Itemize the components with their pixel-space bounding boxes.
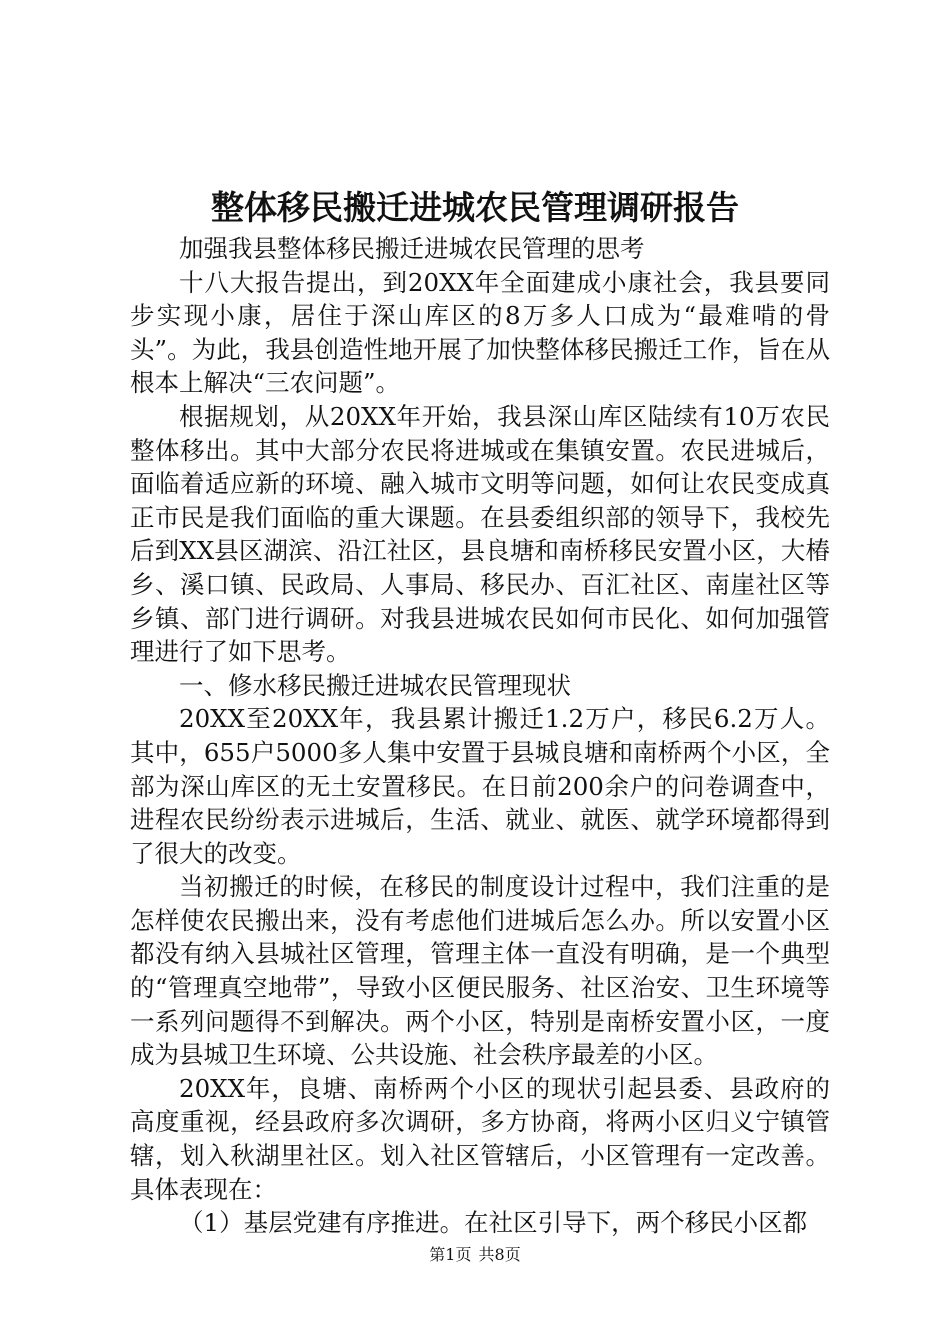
page-total: 共8页	[478, 1245, 521, 1264]
page-number: 第1页	[429, 1245, 472, 1264]
body-paragraph: 20XX年，良塘、南桥两个小区的现状引起县委、县政府的高度重视，经县政府多次调研，多方协商，将两小区归义宁镇管辖，划入秋湖里社区。划入社区管辖后，小区管理有一定改善。具体表现在：	[130, 1073, 830, 1204]
body-paragraph: 十八大报告提出，到20XX年全面建成小康社会，我县要同步实现小康，居住于深山库区的8万多人口成为“最难啃的骨头”。为此，我县创造性地开展了加快整体移民搬迁工作，旨在从根本上解决“三农问题”。	[130, 267, 830, 398]
body-paragraph: 根据规划，从20XX年开始，我县深山库区陆续有10万农民整体移出。其中大部分农民将进城或在集镇安置。农民进城后，面临着适应新的环境、融入城市文明等问题，如何让农民变成真正市民是我们面临的重大课题。在县委组织部的领导下，我校先后到XX县区湖滨、沿江社区，县良塘和南桥移民安置小区，大椿乡、溪口镇、民政局、人事局、移民办、百汇社区、南崖社区等乡镇、部门进行调研。对我县进城农民如何市民化、如何加强管理进行了如下思考。	[130, 401, 830, 667]
body-paragraph: 当初搬迁的时候，在移民的制度设计过程中，我们注重的是怎样使农民搬出来，没有考虑他们进城后怎么办。所以安置小区都没有纳入县城社区管理，管理主体一直没有明确，是一个典型的“管理真空地带”，导致小区便民服务、社区治安、卫生环境等一系列问题得不到解决。两个小区，特别是南桥安置小区，一度成为县城卫生环境、公共设施、社会秩序最差的小区。	[130, 872, 830, 1070]
body-paragraph: 20XX至20XX年，我县累计搬迁1.2万户，移民6.2万人。其中，655户5000多人集中安置于县城良塘和南桥两个小区，全部为深山库区的无土安置移民。在日前200余户的问卷调查中，进程农民纷纷表示进城后，生活、就业、就医、就学环境都得到了很大的改变。	[130, 704, 830, 868]
document-title: 整体移民搬迁进城农民管理调研报告	[211, 188, 739, 227]
subtitle-paragraph: 加强我县整体移民搬迁进城农民管理的思考	[179, 234, 645, 263]
document-body	[130, 232, 830, 1240]
section-heading: 一、修水移民搬迁进城农民管理现状	[179, 670, 571, 700]
body-paragraph: （1）基层党建有序推进。在社区引导下，两个移民小区都	[179, 1208, 808, 1238]
page-footer	[0, 1244, 950, 1266]
